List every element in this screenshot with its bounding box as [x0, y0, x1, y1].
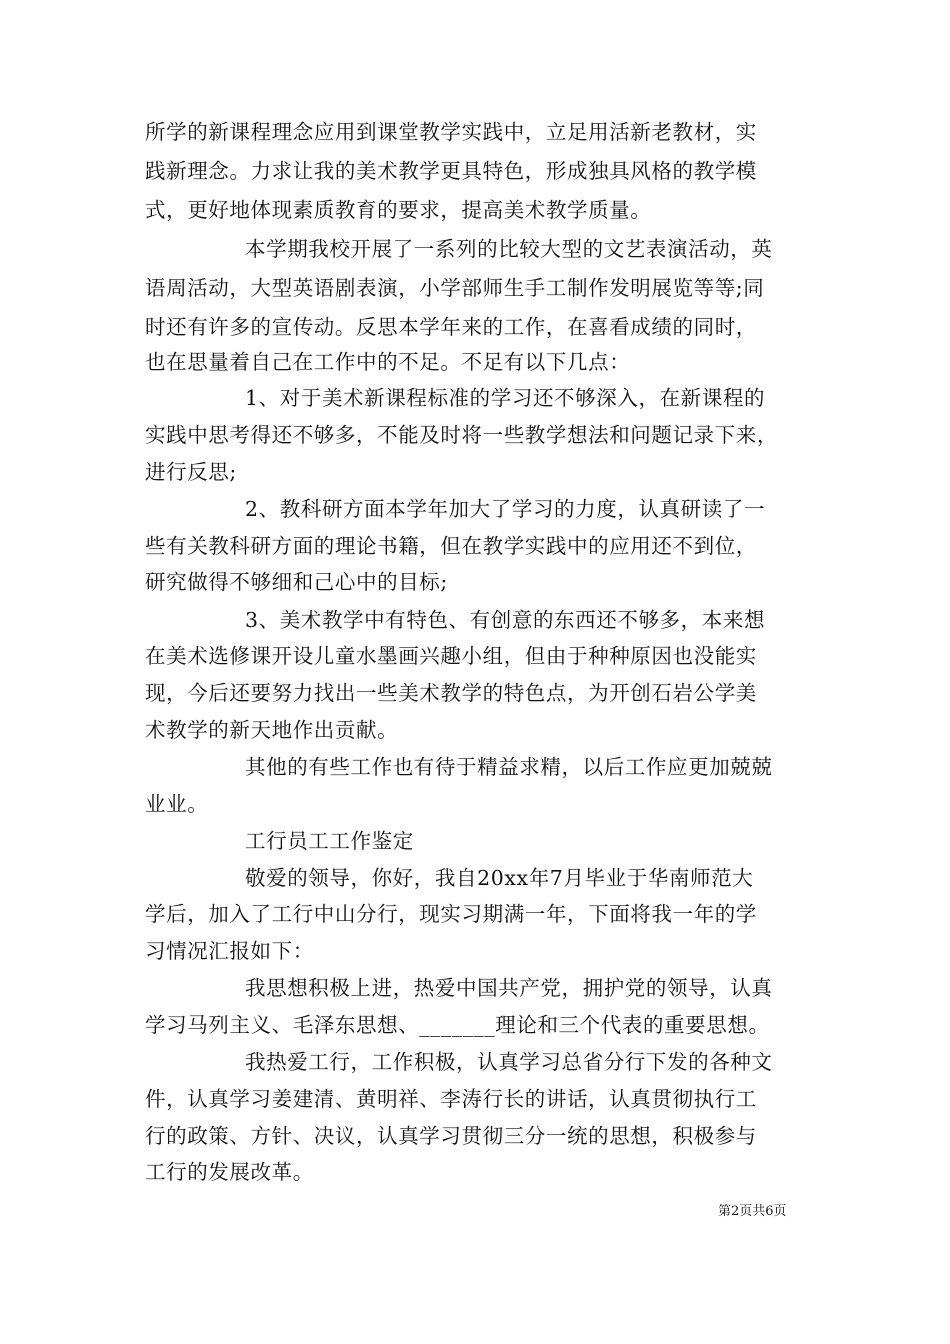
text-line: 在美术选修课开设儿童水墨画兴趣小组，但由于种种原因也没能实 — [145, 644, 757, 668]
text-line: 我思想积极上进，热爱中国共产党，拥护党的领导，认真 — [245, 976, 773, 1000]
text-line: 践新理念。力求让我的美术教学更具特色，形成独具风格的教学模 — [145, 159, 757, 183]
text-line: 学习马列主义、毛泽东思想、_______理论和三个代表的重要思想。 — [145, 1013, 770, 1037]
text-line: 行的政策、方针、决议，认真学习贯彻三分一统的思想，积极参与 — [145, 1124, 757, 1148]
text-line: 实践中思考得还不够多，不能及时将一些教学想法和问题记录下来， — [145, 423, 778, 447]
text-line: 现，今后还要努力找出一些美术教学的特色点，为开创石岩公学美 — [145, 681, 757, 705]
text-line: 我热爱工行，工作积极，认真学习总省分行下发的各种文 — [245, 1050, 773, 1074]
text-line: 术教学的新天地作出贡献。 — [145, 718, 399, 742]
text-line: 些有关教科研方面的理论书籍，但在教学实践中的应用还不到位， — [145, 534, 757, 558]
text-line: 时还有许多的宣传动。反思本学年来的工作，在喜看成绩的同时， — [145, 315, 757, 339]
section-heading: 工行员工工作鉴定 — [245, 829, 414, 853]
text-line: 其他的有些工作也有待于精益求精，以后工作应更加兢兢 — [245, 755, 773, 779]
text-line: 3、美术教学中有特色、有创意的东西还不够多，本来想 — [245, 608, 766, 632]
text-line: 进行反思; — [145, 460, 237, 484]
text-line: 学后，加入了工行中山分行，现实习期满一年，下面将我一年的学 — [145, 902, 757, 926]
text-line: 2、教科研方面本学年加大了学习的力度，认真研读了一 — [245, 497, 766, 521]
text-line: 本学期我校开展了一系列的比较大型的文艺表演活动，英 — [245, 237, 773, 261]
text-line: 也在思量着自己在工作中的不足。不足有以下几点： — [145, 350, 631, 374]
text-line: 业业。 — [145, 792, 209, 816]
text-line: 敬爱的领导，你好，我自20xx年7月毕业于华南师范大 — [245, 866, 754, 890]
text-line: 工行的发展改革。 — [145, 1160, 314, 1184]
text-line: 件，认真学习姜建清、黄明祥、李涛行长的讲话，认真贯彻执行工 — [145, 1087, 757, 1111]
text-line: 语周活动，大型英语剧表演，小学部师生手工制作发明展览等等;同 — [145, 276, 765, 300]
text-line: 所学的新课程理念应用到课堂教学实践中，立足用活新老教材，实 — [145, 120, 757, 144]
text-line: 1、对于美术新课程标准的学习还不够深入，在新课程的 — [245, 386, 766, 410]
text-line: 研究做得不够细和己心中的目标; — [145, 570, 448, 594]
text-line: 式，更好地体现素质教育的要求，提高美术教学质量。 — [145, 198, 652, 222]
page-number: 第2页共6页 — [718, 1204, 787, 1219]
text-line: 习情况汇报如下： — [145, 939, 314, 963]
